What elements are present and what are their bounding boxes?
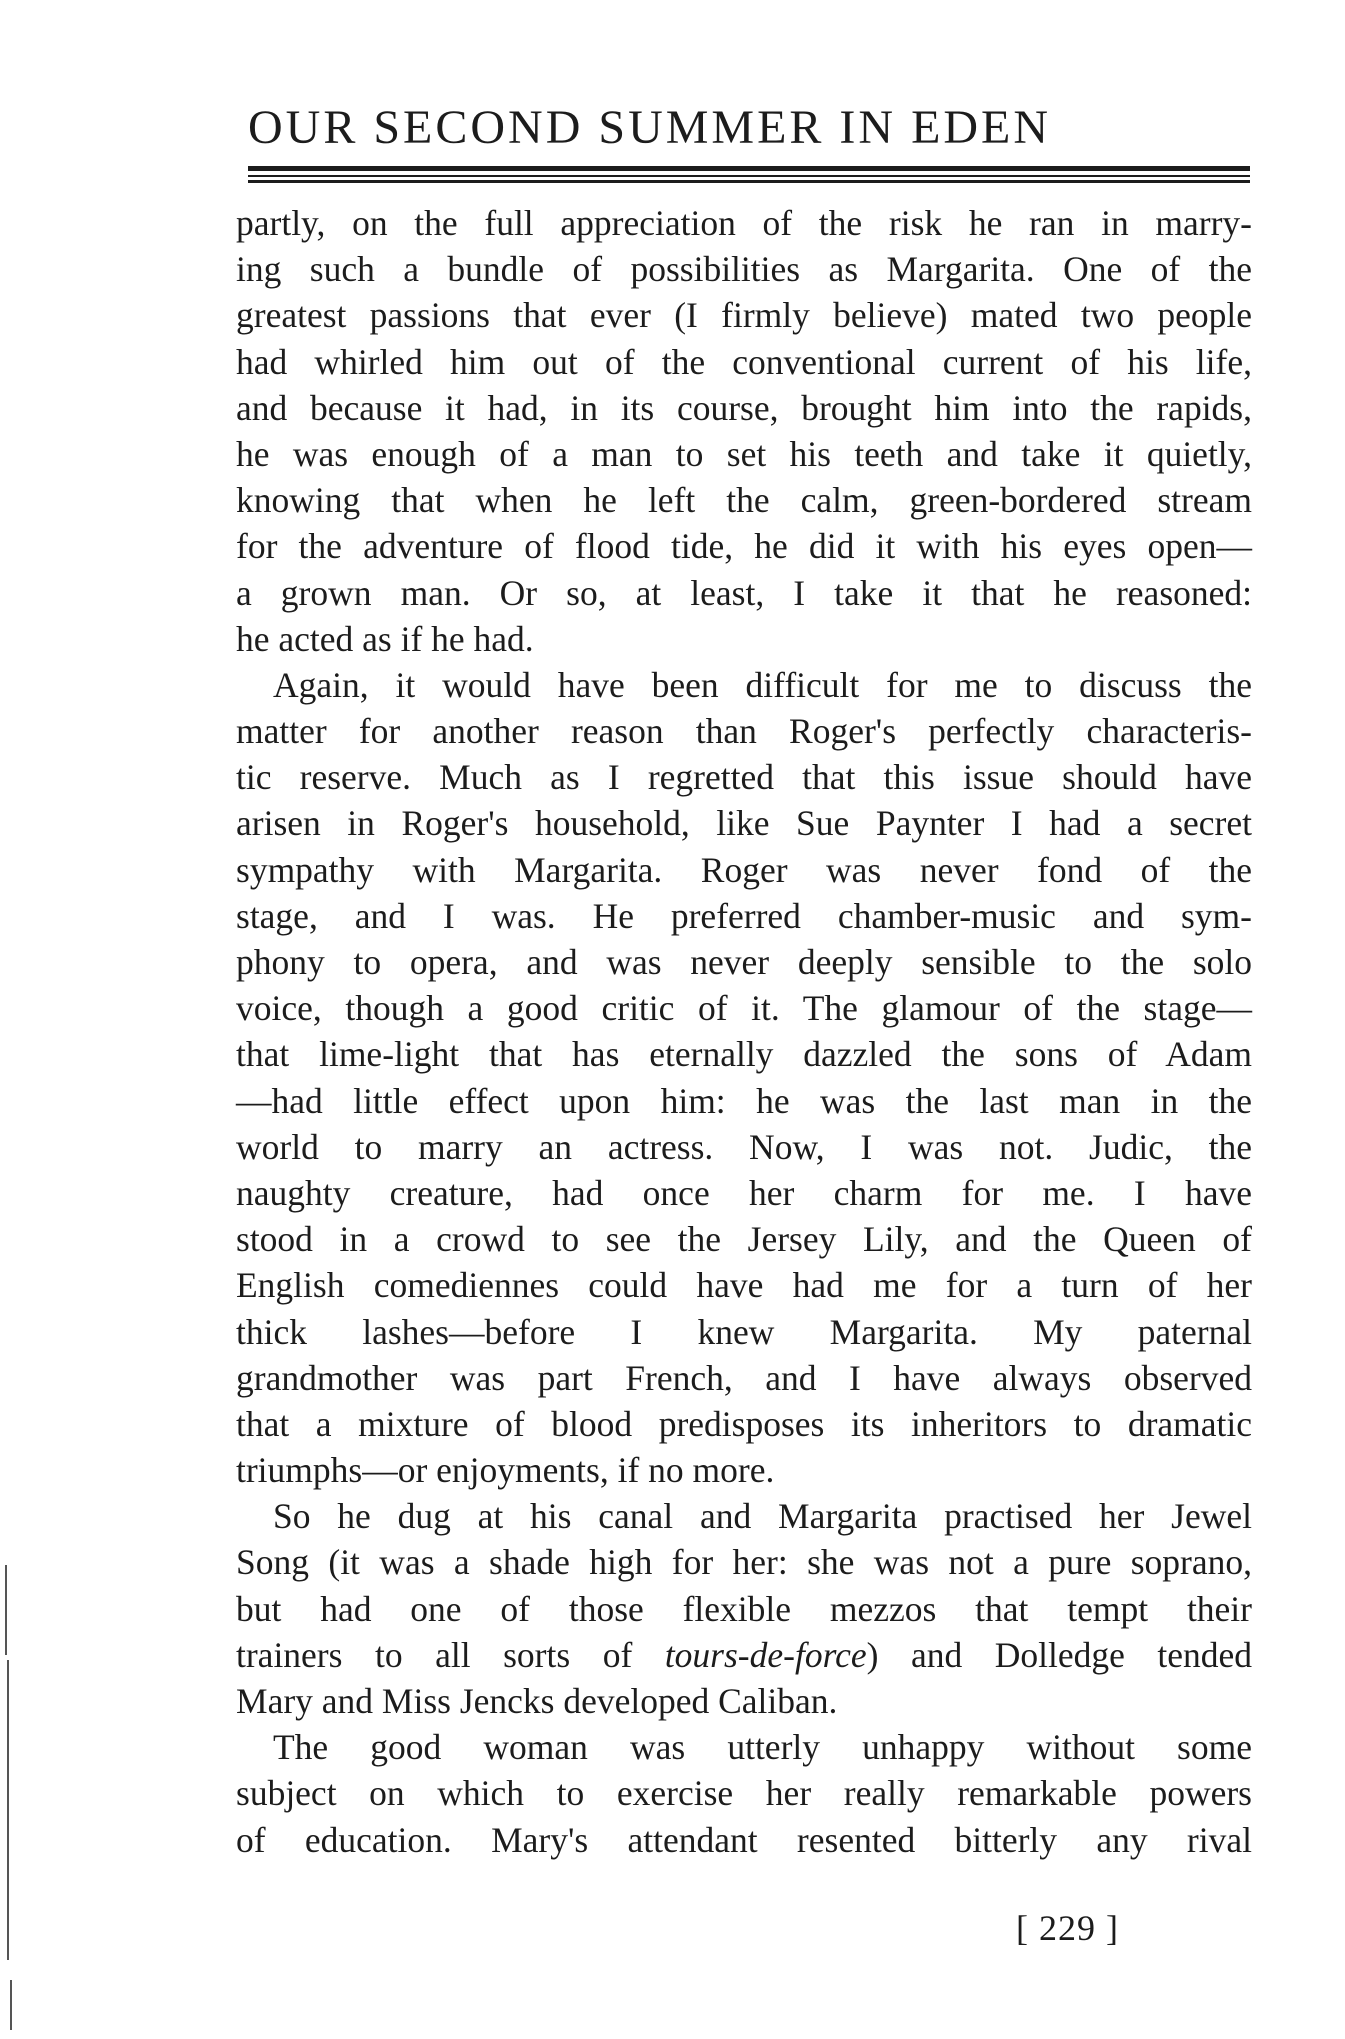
text-line: for the adventure of flood tide, he did it with his eyes open—	[236, 526, 1252, 567]
header-rule-thin	[248, 175, 1250, 177]
gutter-mark	[10, 1980, 12, 2030]
text-line: tic reserve. Much as I regretted that this issue should have	[236, 757, 1252, 798]
text-line: and because it had, in its course, brought him into the rapids,	[236, 387, 1252, 428]
text-line: The good woman was utterly unhappy without some	[273, 1727, 1252, 1768]
text-line: grandmother was part French, and I have always observed	[236, 1357, 1252, 1398]
text-segment: ) and Dolledge tended	[866, 1634, 1252, 1675]
text-line: that lime-light that has eternally dazzled the sons of Adam	[236, 1034, 1252, 1075]
body-text	[236, 200, 1252, 1863]
text-line: that a mixture of blood predisposes its inheritors to dramatic	[236, 1403, 1252, 1444]
text-line: had whirled him out of the conventional current of his life,	[236, 341, 1252, 382]
text-line: Again, it would have been difficult for me to discuss the	[273, 664, 1252, 705]
text-line: arisen in Roger's household, like Sue Paynter I had a secret	[236, 803, 1252, 844]
text-line: subject on which to exercise her really remarkable powers	[236, 1773, 1252, 1814]
text-line: knowing that when he left the calm, green-bordered stream	[236, 480, 1252, 521]
text-line: greatest passions that ever (I firmly believe) mated two people	[236, 295, 1252, 336]
text-line: stage, and I was. He preferred chamber-music and sym-	[236, 895, 1252, 936]
page-number: [ 229 ]	[1016, 1908, 1119, 1948]
text-line: matter for another reason than Roger's perfectly characteris-	[236, 711, 1252, 752]
text-line: he was enough of a man to set his teeth and take it quietly,	[236, 433, 1252, 474]
text-line: of education. Mary's attendant resented bitterly any rival	[236, 1819, 1252, 1860]
text-line: naughty creature, had once her charm for me. I have	[236, 1172, 1252, 1213]
text-line: Mary and Miss Jencks developed Caliban.	[236, 1681, 838, 1721]
gutter-mark	[7, 1660, 9, 1960]
gutter-mark	[5, 1565, 7, 1655]
text-line: stood in a crowd to see the Jersey Lily, and the Queen of	[236, 1219, 1252, 1260]
text-segment: trainers to all sorts of	[236, 1634, 665, 1675]
text-line: he acted as if he had.	[236, 618, 534, 659]
text-line-with-italic	[236, 1632, 1252, 1678]
header-rule-thick	[248, 166, 1250, 171]
text-line: voice, though a good critic of it. The glamour of the stage—	[236, 988, 1252, 1029]
text-line: partly, on the full appreciation of the risk he ran in marry-	[236, 203, 1252, 243]
running-title: OUR SECOND SUMMER IN EDEN	[248, 101, 1052, 154]
text-line: a grown man. Or so, at least, I take it that he reasoned:	[236, 572, 1252, 613]
text-line: triumphs—or enjoyments, if no more.	[236, 1450, 775, 1491]
text-line: world to marry an actress. Now, I was not. Judic, the	[236, 1126, 1252, 1167]
text-line: but had one of those flexible mezzos that tempt their	[236, 1588, 1252, 1629]
header-rule-thin-lower	[248, 180, 1250, 183]
text-line: sympathy with Margarita. Roger was never fond of the	[236, 849, 1252, 890]
text-line: thick lashes—before I knew Margarita. My paternal	[236, 1311, 1252, 1352]
italic-phrase: tours-de-force	[664, 1634, 867, 1675]
text-line: ing such a bundle of possibilities as Margarita. One of the	[236, 249, 1252, 290]
text-line: phony to opera, and was never deeply sensible to the solo	[236, 942, 1252, 982]
text-line: So he dug at his canal and Margarita practised her Jewel	[273, 1496, 1252, 1537]
text-line: English comediennes could have had me for a turn of her	[236, 1265, 1252, 1306]
text-line: —had little effect upon him: he was the last man in the	[236, 1080, 1252, 1121]
text-line: Song (it was a shade high for her: she was not a pure soprano,	[236, 1542, 1252, 1583]
